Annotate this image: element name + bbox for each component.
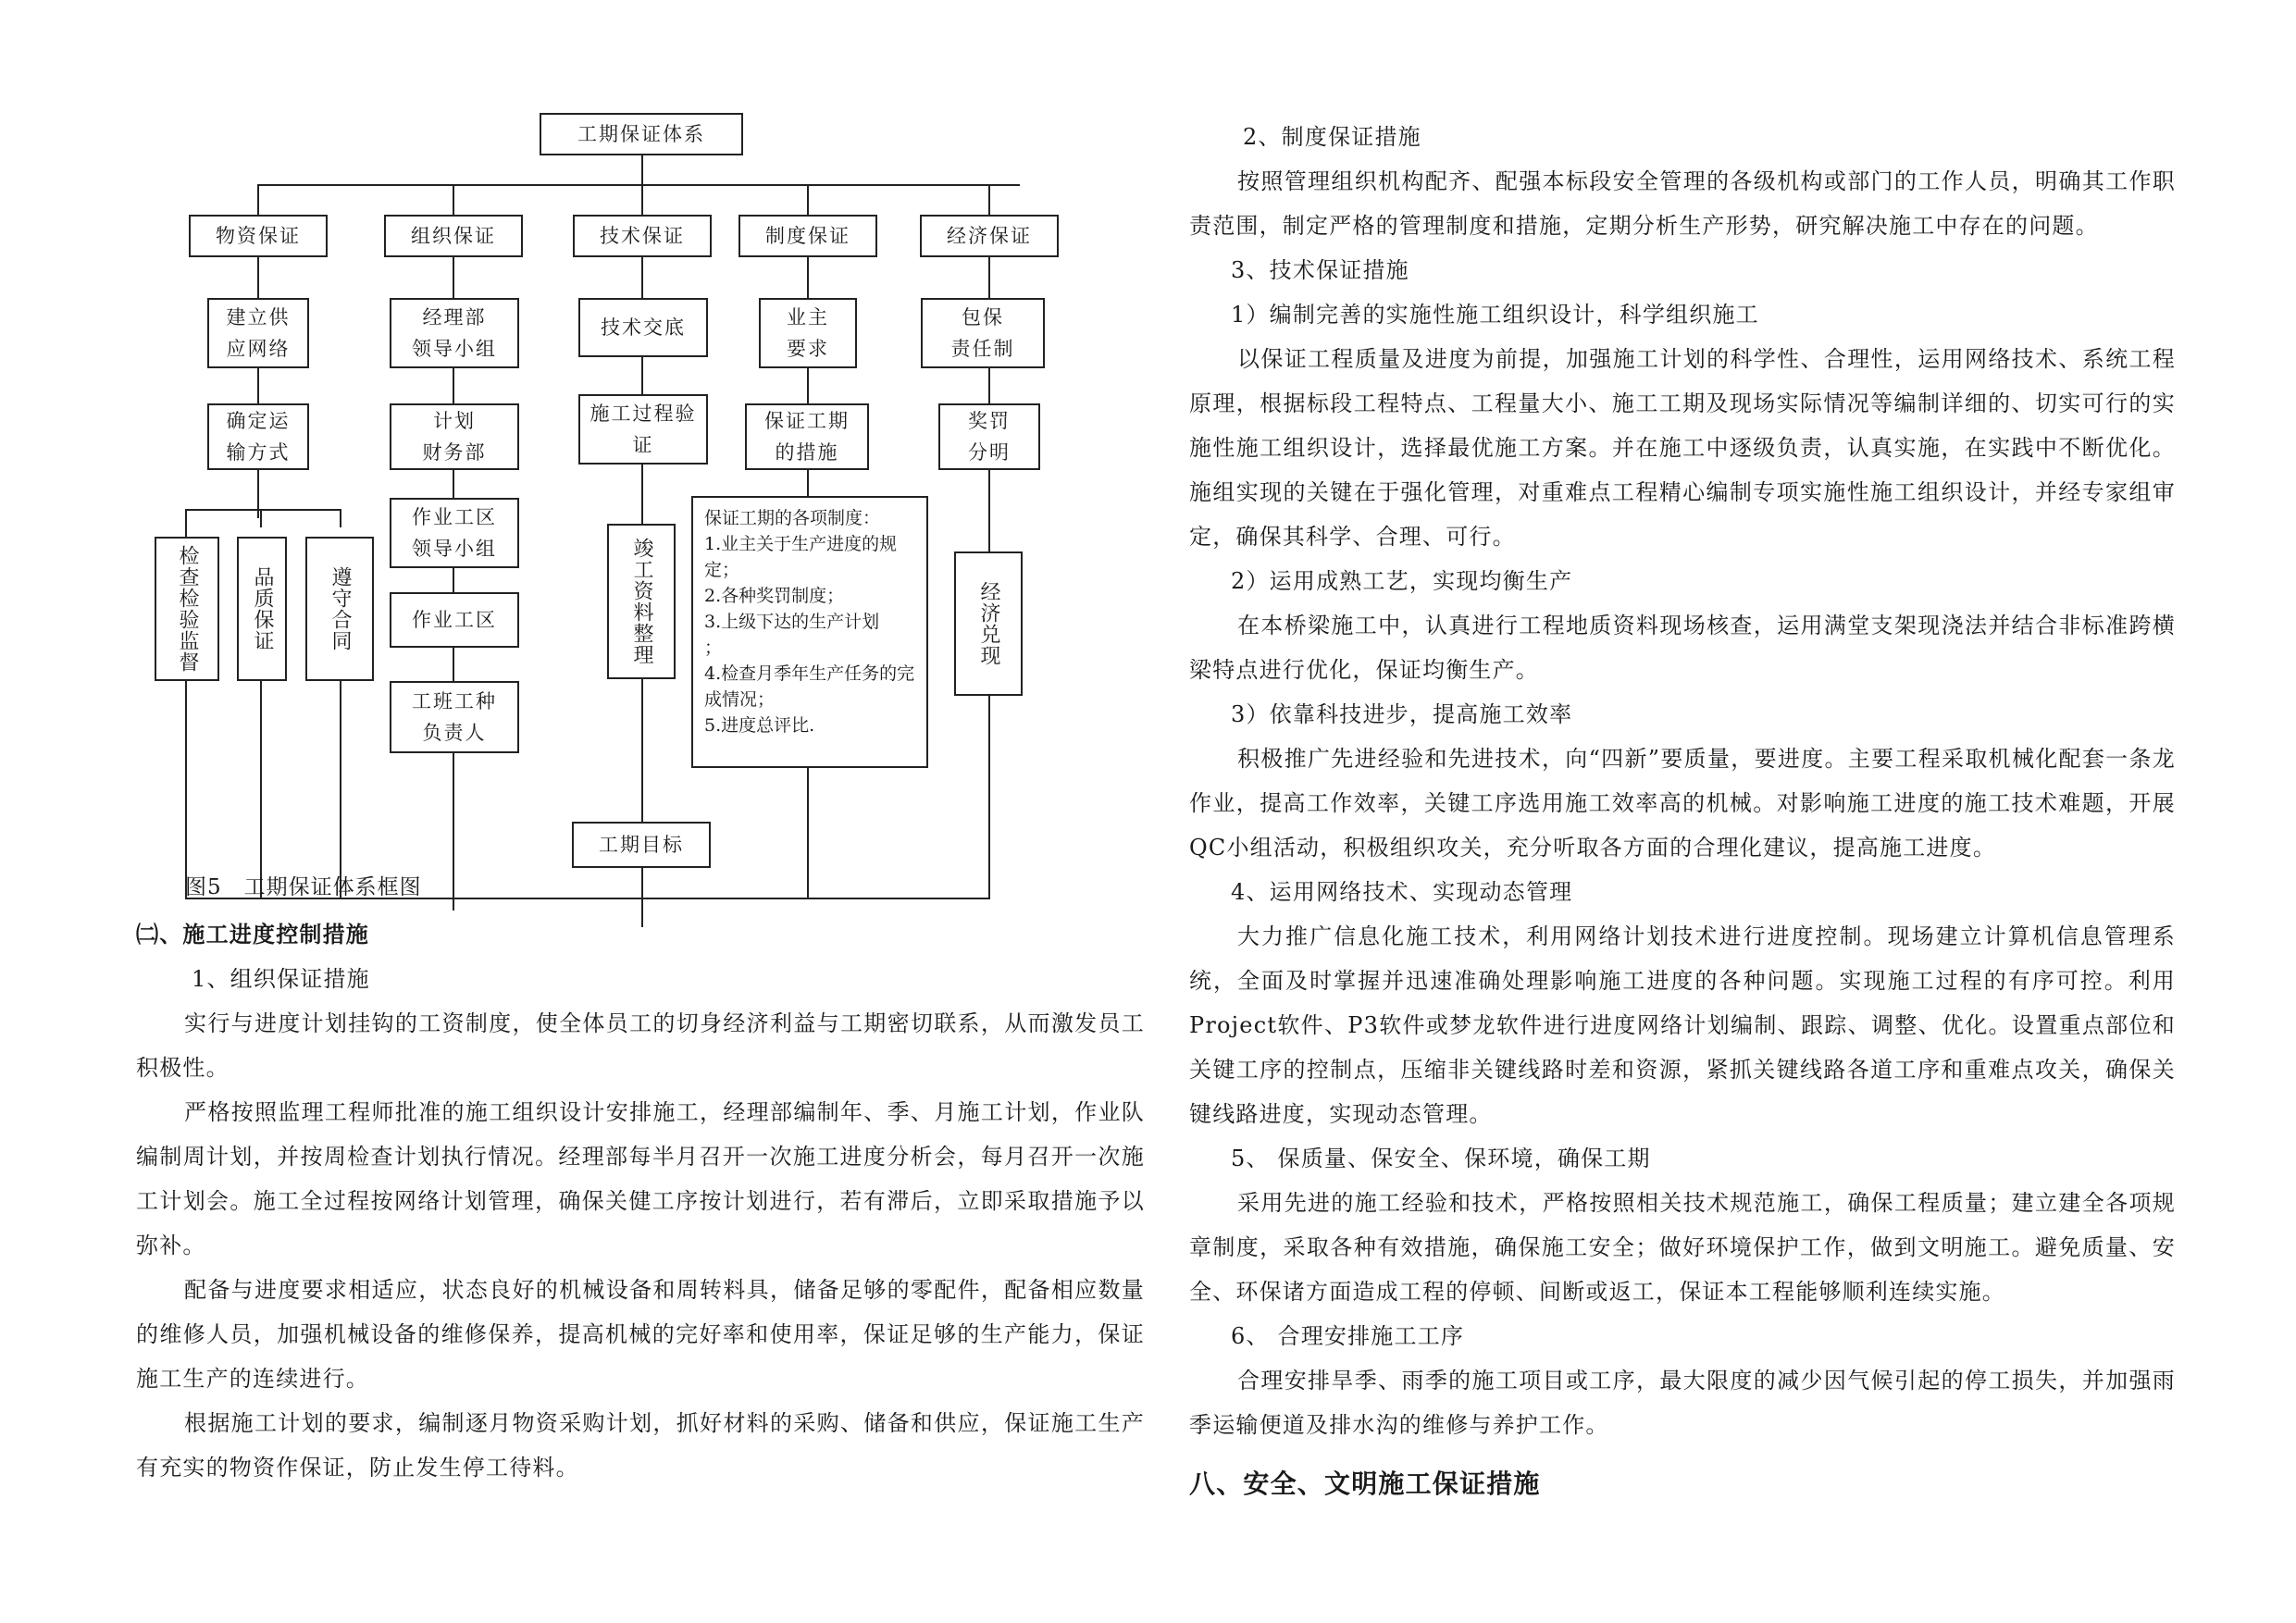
tech-process-verify-box: 施工过程验 证 bbox=[578, 394, 708, 465]
paragraph: 合理安排旱季、雨季的施工项目或工序，最大限度的减少因气候引起的停工损失，并加强雨季运输便道及排水沟的维修与养护工作。 bbox=[1189, 1368, 2176, 1438]
system-measures-box: 保证工期 的措施 bbox=[745, 403, 869, 470]
category-box-economic: 经济保证 bbox=[920, 215, 1059, 257]
subheading-system-measures: 2、制度保证措施 bbox=[1243, 124, 1421, 150]
category-box-technical: 技术保证 bbox=[573, 215, 712, 257]
paragraph: 按照管理组织机构配齐、配强本标段安全管理的各级机构或部门的工作人员，明确其工作职责范围，制定严格的管理制度和措施，定期分析生产形势，研究解决施工中存在的问题。 bbox=[1189, 168, 2176, 239]
connector-line bbox=[641, 184, 643, 216]
connector-line bbox=[988, 184, 990, 216]
connector-line bbox=[807, 367, 809, 404]
econ-reward-box: 奖罚 分明 bbox=[938, 403, 1040, 470]
subheading: 1）编制完善的实施性施工组织设计，科学组织施工 bbox=[1231, 302, 1759, 328]
paragraph: 配备与进度要求相适应，状态良好的机械设备和周转料具，储备足够的零配件，配备相应数量的维修人员，加强机械设备的维修保养，提高机械的完好率和使用率，保证足够的生产能力，保证施工生产的连续进行。 bbox=[136, 1277, 1145, 1392]
subheading-tech-measures: 3、技术保证措施 bbox=[1231, 257, 1409, 283]
materials-transport-box: 确定运 输方式 bbox=[207, 403, 309, 470]
tech-completion-docs-box: 竣工资料整理 bbox=[607, 524, 676, 679]
connector-line bbox=[257, 184, 1020, 186]
paragraph: 积极推广先进经验和先进技术，向“四新”要质量，要进度。主要工程采取机械化配套一条龙作业，提高工作效率，关键工序选用施工效率高的机械。对影响施工进度的施工技术难题，开展QC小组活动，积极组织攻关，充分听取各方面的合理化建议，提高施工进度。 bbox=[1189, 746, 2176, 861]
tech-briefing-box: 技术交底 bbox=[578, 298, 708, 357]
connector-line bbox=[257, 367, 259, 404]
subheading-quality-safety: 5、 保质量、保安全、保环境，确保工期 bbox=[1231, 1146, 1651, 1171]
materials-supply-network-box: 建立供 应网络 bbox=[207, 298, 309, 368]
section-title: ㈡、施工进度控制措施 bbox=[136, 922, 369, 948]
diagram-root-box: 工期保证体系 bbox=[540, 113, 743, 155]
connector-line bbox=[807, 768, 809, 899]
system-rules-list-box: 保证工期的各项制度： 1.业主关于生产进度的规定； 2.各种奖罚制度； 3.上级下达的生产计划 ； 4.检查月季年生产任务的完成情况； 5.进度总评比. bbox=[691, 496, 928, 768]
connector-line bbox=[260, 509, 262, 527]
org-work-area-box: 作业工区 bbox=[390, 592, 519, 648]
section-8-title: 八、安全、文明施工保证措施 bbox=[1189, 1468, 1541, 1499]
subheading-network-tech: 4、运用网络技术、实现动态管理 bbox=[1231, 879, 1573, 905]
materials-quality-box: 品质保证 bbox=[237, 537, 287, 681]
paragraph: 在本桥梁施工中，认真进行工程地质资料现场核查，运用满堂支架现浇法并结合非标准跨横梁特点进行优化，保证均衡生产。 bbox=[1189, 613, 2176, 683]
subheading: 3）依靠科技进步，提高施工效率 bbox=[1231, 701, 1573, 727]
econ-payout-box: 经济兑现 bbox=[954, 551, 1023, 696]
org-team-leader-box: 工班工种 负责人 bbox=[390, 681, 519, 753]
subheading: 2）运用成熟工艺，实现均衡生产 bbox=[1231, 568, 1573, 594]
org-work-area-leader-box: 作业工区 领导小组 bbox=[390, 498, 519, 568]
materials-inspection-box: 检查检验监督 bbox=[155, 537, 219, 681]
figure-caption: 图5 工期保证体系框图 bbox=[185, 875, 422, 899]
schedule-guarantee-diagram bbox=[167, 102, 1032, 879]
connector-line bbox=[807, 184, 809, 216]
connector-line bbox=[340, 509, 341, 527]
connector-line bbox=[641, 154, 643, 185]
org-finance-box: 计划 财务部 bbox=[390, 403, 519, 470]
connector-line bbox=[453, 184, 454, 216]
paragraph: 以保证工程质量及进度为前提，加强施工计划的科学性、合理性，运用网络技术、系统工程原理，根据标段工程特点、工程量大小、施工工期及现场实际情况等编制详细的、切实可行的实施性施工组织设计，选择最优施工方案。并在施工中逐级负责，认真实施，在实践中不断优化。施组实现的关键在于强化管理，对重难点工程精心编制专项实施性施工组织设计，并经专家组审定，确保其科学、合理、可行。 bbox=[1189, 346, 2176, 550]
connector-line bbox=[257, 255, 259, 299]
connector-line bbox=[260, 681, 262, 899]
category-box-system: 制度保证 bbox=[738, 215, 877, 257]
system-owner-req-box: 业主 要求 bbox=[759, 298, 857, 368]
diagram-goal-box: 工期目标 bbox=[572, 822, 711, 868]
org-management-group-box: 经理部 领导小组 bbox=[390, 298, 519, 368]
paragraph: 实行与进度计划挂钩的工资制度，使全体员工的切身经济利益与工期密切联系，从而激发员工积极性。 bbox=[136, 1010, 1145, 1081]
connector-line bbox=[257, 184, 259, 216]
paragraph: 采用先进的施工经验和技术，严格按照相关技术规范施工，确保工程质量；建立建全各项规章制度，采取各种有效措施，确保施工安全；做好环境保护工作，做到文明施工。避免质量、安全、环保诸方面造成工程的停顿、间断或返工，保证本工程能够顺利连续实施。 bbox=[1189, 1190, 2176, 1305]
paragraph: 根据施工计划的要求，编制逐月物资采购计划，抓好材料的采购、储备和供应，保证施工生产有充实的物资作保证，防止发生停工待料。 bbox=[136, 1410, 1145, 1481]
category-box-organization: 组织保证 bbox=[384, 215, 523, 257]
category-box-materials: 物资保证 bbox=[189, 215, 328, 257]
subheading-org-measures: 1、组织保证措施 bbox=[192, 966, 370, 992]
connector-line bbox=[340, 681, 341, 899]
paragraph: 大力推广信息化施工技术，利用网络计划技术进行进度控制。现场建立计算机信息管理系统，全面及时掌握并迅速准确处理影响施工进度的各种问题。实现施工过程的有序可控。利用Project软件、P3软件或梦龙软件进行进度网络计划编制、跟踪、调整、优化。设置重点部位和关键工序的控制点，压缩非关键线路时差和资源，紧抓关键线路各道工序和重难点攻关，确保关键线路进度，实现动态管理。 bbox=[1189, 923, 2176, 1127]
materials-contract-box: 遵守合同 bbox=[305, 537, 374, 681]
connector-line bbox=[807, 255, 809, 299]
connector-line bbox=[257, 469, 259, 518]
connector-line bbox=[185, 509, 341, 511]
econ-responsibility-box: 包保 责任制 bbox=[921, 298, 1045, 368]
subheading-arrange-procedures: 6、 合理安排施工工序 bbox=[1231, 1323, 1465, 1349]
paragraph: 严格按照监理工程师批准的施工组织设计安排施工，经理部编制年、季、月施工计划，作业队编制周计划，并按周检查计划执行情况。经理部每半月召开一次施工进度分析会，每月召开一次施工计划会。施工全过程按网络计划管理，确保关健工序按计划进行，若有滞后，立即采取措施予以弥补。 bbox=[136, 1099, 1145, 1258]
